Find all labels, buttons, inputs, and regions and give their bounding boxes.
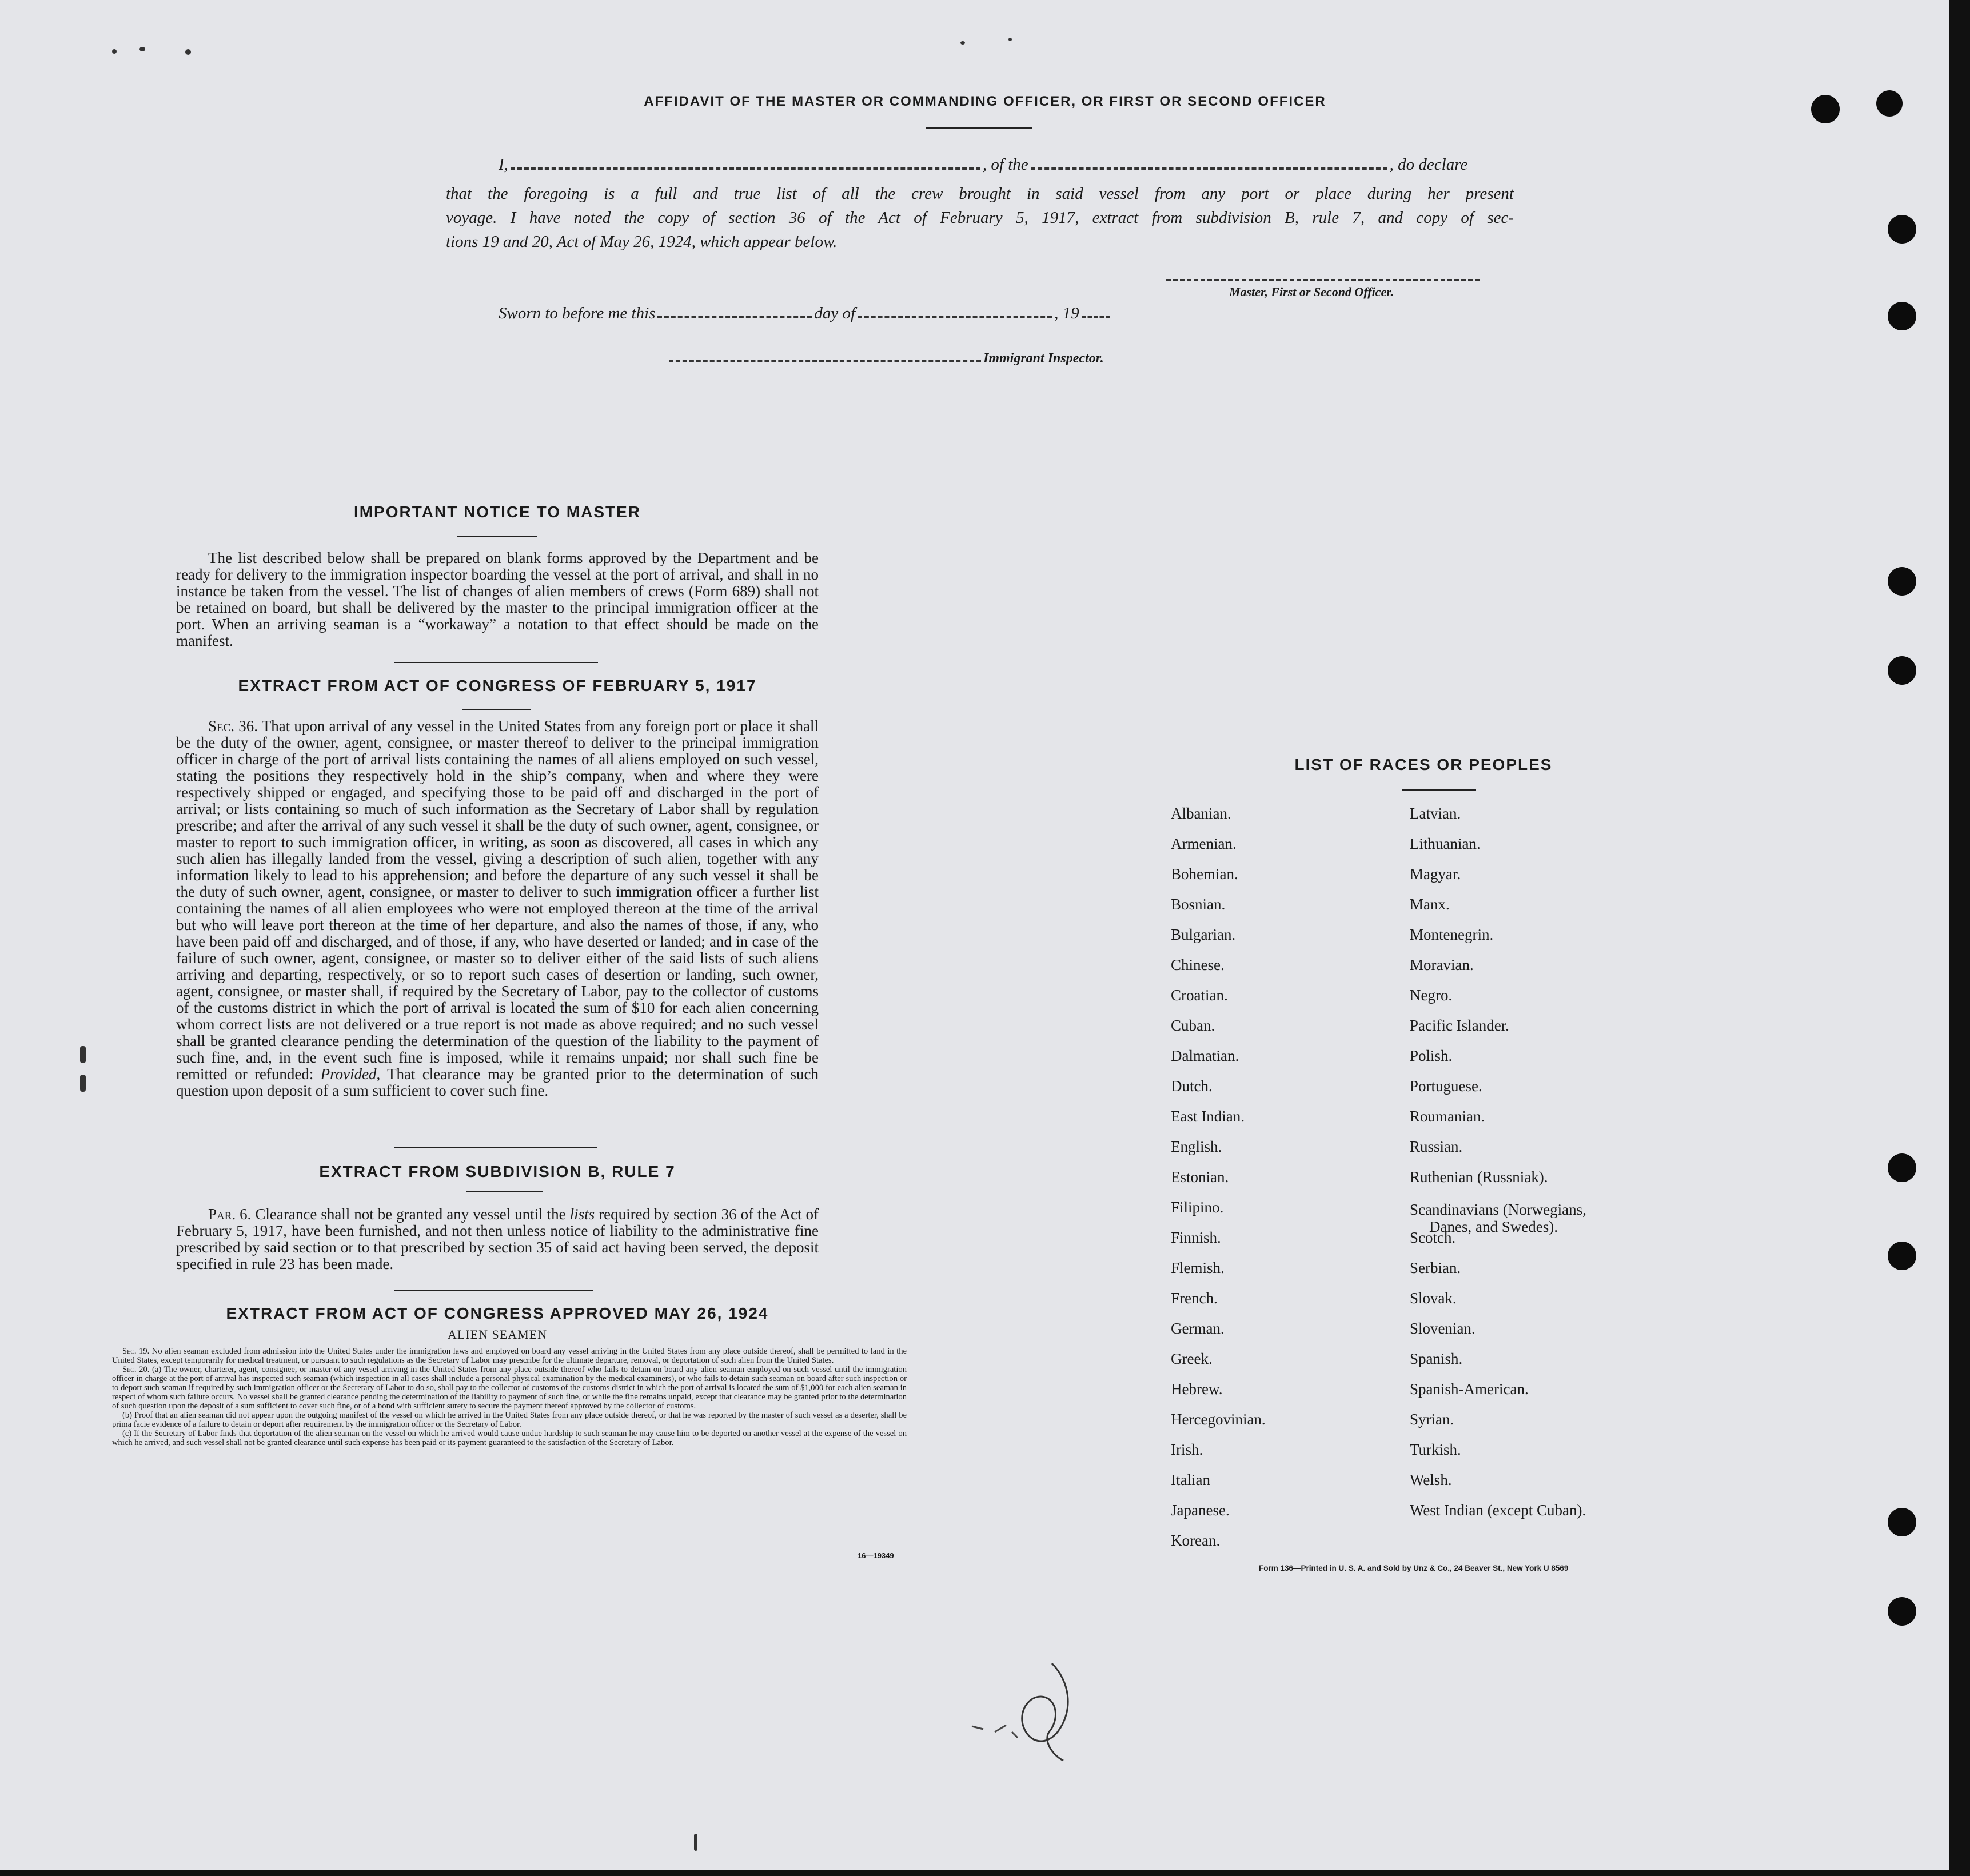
rule-7-title: EXTRACT FROM SUBDIVISION B, RULE 7 xyxy=(319,1163,676,1180)
race-item: Armenian. xyxy=(1171,835,1237,852)
punch-hole-mark xyxy=(1888,656,1916,685)
race-item: Hebrew. xyxy=(1171,1380,1223,1398)
sec-20b-paragraph: (b) Proof that an alien seaman did not appear upon the outgoing manifest of the vessel on which he arrived in the United States from any place outside thereof, or that he was reported by the master of such vessel as a deserter, shall be prima facie evidence of a failure to detain or deport after requirement by the immigration officer or the Secretary of Labor. xyxy=(112,1411,907,1429)
sec-19-text: No alien seaman excluded from admission into the United States under the immigration laws and employed on board any vessel arriving in the United States from any place outside thereof, shall be permitted to land in the United States, except temporarily for medical treatment, or pursuant to such regulations as the Secretary of Labor may prescribe for the ultimate departure, removal, or deportation of such alien from the United States. xyxy=(112,1347,907,1365)
sec-20-label: Sec. 20. xyxy=(122,1365,150,1374)
extract-1924-title: EXTRACT FROM ACT OF CONGRESS APPROVED MAY 26, 1924 xyxy=(226,1304,769,1322)
punch-hole-mark xyxy=(1888,302,1916,330)
punch-hole-mark xyxy=(1888,567,1916,596)
extract-1924-body xyxy=(112,1347,907,1447)
race-item: Dalmatian. xyxy=(1171,1047,1239,1064)
extract-1917-title: EXTRACT FROM ACT OF CONGRESS OF FEBRUARY 5, 1917 xyxy=(238,677,757,694)
affidavit-of-the-label: , of the xyxy=(982,155,1028,174)
race-item: Croatian. xyxy=(1171,987,1228,1004)
sec-36-provided: Provided, xyxy=(320,1065,381,1083)
sworn-day-field[interactable] xyxy=(657,316,812,318)
scan-speck xyxy=(112,49,117,54)
race-item: Bosnian. xyxy=(1171,896,1226,913)
punch-hole-mark xyxy=(1888,1597,1916,1626)
scan-speck xyxy=(80,1046,86,1063)
race-item: Ruthenian (Russniak). xyxy=(1410,1168,1548,1186)
race-item: Japanese. xyxy=(1171,1502,1230,1519)
race-item: Hercegovinian. xyxy=(1171,1411,1266,1428)
race-item: Italian xyxy=(1171,1471,1210,1488)
punch-hole-mark xyxy=(1888,215,1916,244)
rule-7-title-rule xyxy=(466,1191,543,1192)
sworn-line xyxy=(499,304,1112,323)
scan-speck xyxy=(139,47,145,51)
race-item: Lithuanian. xyxy=(1410,835,1481,852)
scan-speck xyxy=(1008,38,1012,41)
race-item: Bohemian. xyxy=(1171,865,1238,883)
extract-1917-body xyxy=(176,718,819,1099)
sec-20a-text: (a) The owner, charterer, agent, consignee, or master of any vessel arriving in the United States from any place outside thereof who fails to detain on board any alien seaman employed on such vessel until the immigration officer in charge at the port of arrival has inspected such seaman (which inspection in all cases shall include a personal physical examination by the medical examiners), or who fails to detain such seaman on board after such inspection or to deport such seaman if required by such immigration officer or the Secretary of Labor to do so, shall pay to the collector of customs of the customs district in which the port of arrival is located the sum of $1,000 for each alien seaman in respect of whom such failure occurs. No vessel shall be granted clearance pending the determination of the liability to payment of such fine, or while the fine remains unpaid, except that clearance may be granted prior to the determination of such question upon the deposit of a sum sufficient to cover such fine, or of a bond with sufficient surety to secure the payment thereof approved by the collector of customs. xyxy=(112,1365,907,1411)
scan-speck xyxy=(694,1834,697,1851)
race-item: Dutch. xyxy=(1171,1077,1213,1095)
affidavit-line-3: voyage. I have noted the copy of section 36 of the Act of February 5, 1917, extract from subdivision B, rule 7, and copy of sec- xyxy=(446,209,1514,227)
par-6-text-b: required by section 36 of the Act of February 5, 1917, have been furnished, and not then unless notice of liability to the administrative fine prescribed by said section or to that prescribed by section 35 of said act having been served, the deposit specified in rule 23 has been made. xyxy=(176,1206,819,1272)
race-item: Russian. xyxy=(1410,1138,1463,1155)
sworn-month-field[interactable] xyxy=(858,316,1052,318)
races-title-rule xyxy=(1402,789,1476,791)
officer-signature-line[interactable] xyxy=(1166,279,1480,281)
race-item: Manx. xyxy=(1410,896,1450,913)
race-item: Scotch. xyxy=(1410,1229,1456,1246)
race-item: Slovenian. xyxy=(1410,1320,1475,1337)
form-printer-line: Form 136—Printed in U. S. A. and Sold by Unz & Co., 24 Beaver St., New York U 8569 xyxy=(1259,1564,1569,1572)
punch-hole-mark xyxy=(1888,1153,1916,1182)
extract-1917-divider xyxy=(394,1147,597,1148)
race-item: Negro. xyxy=(1410,987,1453,1004)
affidavit-line-1 xyxy=(499,155,1514,174)
race-item: Chinese. xyxy=(1171,956,1225,973)
inspector-label: Immigrant Inspector. xyxy=(983,351,1104,366)
race-item: West Indian (except Cuban). xyxy=(1410,1502,1586,1519)
affidavit-statement xyxy=(446,182,1514,254)
rule-7-body xyxy=(176,1206,819,1272)
race-item: Danes, and Swedes). xyxy=(1429,1218,1558,1235)
affidavit-title: AFFIDAVIT OF THE MASTER OR COMMANDING OFFICER, OR FIRST OR SECOND OFFICER xyxy=(644,94,1326,109)
affidavit-line-4: tions 19 and 20, Act of May 26, 1924, which appear below. xyxy=(446,233,838,251)
inspector-line xyxy=(669,351,1104,366)
scan-border-bottom xyxy=(0,1870,1970,1876)
race-item: Irish. xyxy=(1171,1441,1203,1458)
race-item: Serbian. xyxy=(1410,1259,1461,1276)
sworn-year-field[interactable] xyxy=(1082,316,1110,318)
race-item: Syrian. xyxy=(1410,1411,1454,1428)
race-item: Filipino. xyxy=(1171,1199,1224,1216)
sworn-year-label: , 19 xyxy=(1054,304,1079,322)
race-item: Spanish-American. xyxy=(1410,1380,1529,1398)
rule-7-divider xyxy=(394,1290,593,1291)
par-6-lists: lists xyxy=(569,1206,595,1223)
affidavit-declare-label: , do declare xyxy=(1389,155,1468,174)
alien-seamen-subtitle: ALIEN SEAMEN xyxy=(448,1327,547,1342)
scan-speck xyxy=(80,1075,86,1092)
race-item: German. xyxy=(1171,1320,1225,1337)
race-item: Albanian. xyxy=(1171,805,1231,822)
race-item: Scandinavians (Norwegians, xyxy=(1410,1201,1586,1218)
race-item: Roumanian. xyxy=(1410,1108,1485,1125)
extract-1917-title-rule xyxy=(462,709,531,710)
race-item: Finnish. xyxy=(1171,1229,1221,1246)
notice-body: The list described below shall be prepared on blank forms approved by the Department and be ready for delivery to the immigration inspector boarding the vessel at the port of arrival, and shall in no instance be taken from the vessel. The list of changes of alien members of crews (Form 689) shall not be retained on board, but shall be delivered by the master to the principal immigration officer at the port. When an arriving seaman is a “workaway” a notation to that effect should be made on the manifest. xyxy=(176,549,819,649)
scan-border-right xyxy=(1949,0,1970,1876)
par-6-label: Par. 6. xyxy=(208,1206,252,1223)
race-item: Korean. xyxy=(1171,1532,1221,1549)
pencil-scribble xyxy=(938,1646,1109,1772)
race-item: Magyar. xyxy=(1410,865,1461,883)
race-item: Slovak. xyxy=(1410,1290,1457,1307)
race-item: Montenegrin. xyxy=(1410,926,1494,943)
race-item: East Indian. xyxy=(1171,1108,1245,1125)
officer-signature-label: Master, First or Second Officer. xyxy=(1229,285,1394,299)
race-item: Polish. xyxy=(1410,1047,1453,1064)
races-title: LIST OF RACES OR PEOPLES xyxy=(1294,756,1553,773)
sec-36-text: That upon arrival of any vessel in the United States from any foreign port or place it shall be the duty of the owner, agent, consignee, or master thereof to deliver to the principal immigration officer in charge of the port of arrival lists containing the names of all aliens employed on such vessel, stating the positions they respectively hold in the ship’s company, when and where they were respectively shipped or engaged, and specifying those to be paid off and discharged in the port of arrival; or lists containing so much of such information as the Secretary of Labor shall by regulation prescribe; and after the arrival of any such vessel it shall be the duty of such owner, agent, consignee, or master to report to such immigration officer, in writing, as soon as discovered, all cases in which any such alien has illegally landed from the vessel, giving a description of such alien, together with any information likely to lead to his apprehension; and before the departure of any such vessel it shall be the duty of such owner, agent, consignee, or master to deliver to such immigration officer a further list containing the names of all alien employees who were not employed thereon at the time of the arrival but who will leave port thereon at the time of her departure, and also the names of those, if any, who have been paid off and discharged, and of those, if any, who have deserted or landed; and in case of the failure of such owner, agent, consignee, or master so to deliver either of the said lists of such aliens arriving and departing, respectively, or so to report such cases of desertion or landing, such owner, agent, consignee, or master shall, if required by the Secretary of Labor, pay to the collector of customs of the customs district in which the port of arrival is located the sum of $10 for each alien concerning whom correct lists are not delivered or a true report is not made as above required; and no such vessel shall be granted clearance pending the determination of the question of the liability to the payment of such fine, and, in the event such fine is imposed, while it remains unpaid; nor shall such fine be remitted or refunded: xyxy=(176,717,819,1083)
sworn-day-of-label: day of xyxy=(814,304,856,322)
race-item: Estonian. xyxy=(1171,1168,1229,1186)
master-name-field[interactable] xyxy=(511,167,980,170)
race-item: Latvian. xyxy=(1410,805,1461,822)
inspector-signature-field[interactable] xyxy=(669,360,981,362)
race-item: Turkish. xyxy=(1410,1441,1461,1458)
punch-hole-mark xyxy=(1888,1508,1916,1536)
scan-speck xyxy=(960,41,965,45)
race-item: Moravian. xyxy=(1410,956,1474,973)
affidavit-line-2: that the foregoing is a full and true list of all the crew brought in said vessel from any port or place during her present xyxy=(446,185,1514,203)
sec-20c-paragraph: (c) If the Secretary of Labor finds that deportation of the alien seaman on the vessel on which he arrived would cause undue hardship to such seaman he may cause him to be deported on another vessel at the expense of the vessel on which he arrived, and such vessel shall not be granted clearance until such expense has been paid or its payment guaranteed to the satisfaction of the Secretary of Labor. xyxy=(112,1429,907,1447)
race-item: English. xyxy=(1171,1138,1222,1155)
race-item: Pacific Islander. xyxy=(1410,1017,1509,1034)
affidavit-title-rule xyxy=(926,127,1032,129)
race-item: Spanish. xyxy=(1410,1350,1463,1367)
sec-36-tail: That clearance may be granted prior to the determination of such question upon deposit of a sum sufficient to cover such fine. xyxy=(176,1065,819,1099)
race-item: Greek. xyxy=(1171,1350,1213,1367)
punch-hole-mark xyxy=(1888,1242,1916,1270)
vessel-name-field[interactable] xyxy=(1031,167,1387,170)
sworn-prefix: Sworn to before me this xyxy=(499,304,656,322)
notice-divider xyxy=(394,662,598,663)
sec-20a-paragraph xyxy=(112,1365,907,1411)
race-item: Cuban. xyxy=(1171,1017,1215,1034)
par-6-text-a: Clearance shall not be granted any vessel until the xyxy=(255,1206,566,1223)
race-item: Welsh. xyxy=(1410,1471,1452,1488)
sec-19-paragraph xyxy=(112,1347,907,1365)
race-item: Bulgarian. xyxy=(1171,926,1236,943)
sec-19-label: Sec. 19. xyxy=(122,1347,150,1356)
sec-36-label: Sec. 36. xyxy=(208,717,258,735)
scan-speck xyxy=(185,49,191,55)
notice-title: IMPORTANT NOTICE TO MASTER xyxy=(353,503,641,521)
affidavit-i-label: I, xyxy=(499,155,508,174)
race-item: Flemish. xyxy=(1171,1259,1225,1276)
print-code: 16—19349 xyxy=(858,1551,894,1560)
notice-title-rule xyxy=(457,536,537,537)
race-item: French. xyxy=(1171,1290,1218,1307)
race-item: Portuguese. xyxy=(1410,1077,1482,1095)
